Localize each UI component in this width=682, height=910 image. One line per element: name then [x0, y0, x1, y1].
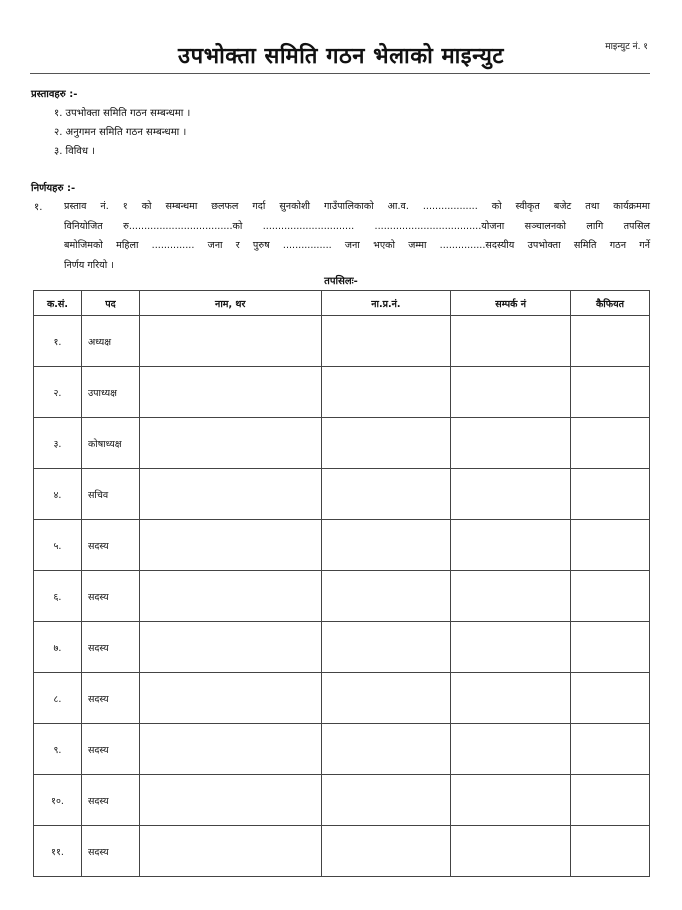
post-cell: सदस्य — [81, 622, 139, 673]
remarks-cell[interactable] — [571, 418, 650, 469]
name-cell[interactable] — [139, 469, 321, 520]
remarks-cell[interactable] — [571, 469, 650, 520]
decision-line: बमोजिमको महिला .............. जना र पुरुष ................ जना भएको जम्मा ...............सदस्यीय उपभोक्ता समिति गठन गर्ने — [64, 240, 650, 252]
citizenship-no-cell[interactable] — [321, 571, 451, 622]
citizenship-no-cell[interactable] — [321, 520, 451, 571]
committee-members-table — [33, 290, 650, 877]
serial-cell: ७. — [34, 622, 82, 673]
decisions-heading: निर्णयहरु :- — [31, 183, 76, 194]
serial-cell: ३. — [34, 418, 82, 469]
remarks-cell[interactable] — [571, 316, 650, 367]
citizenship-no-cell[interactable] — [321, 469, 451, 520]
post-cell: अध्यक्ष — [81, 316, 139, 367]
post-cell: कोषाध्यक्ष — [81, 418, 139, 469]
table-header-row — [34, 291, 650, 316]
post-cell: सदस्य — [81, 520, 139, 571]
contact-no-cell[interactable] — [451, 826, 571, 877]
decision-paragraph — [64, 197, 650, 275]
serial-cell: ११. — [34, 826, 82, 877]
name-cell[interactable] — [139, 571, 321, 622]
serial-cell: ५. — [34, 520, 82, 571]
post-cell: सदस्य — [81, 673, 139, 724]
contact-no-cell[interactable] — [451, 316, 571, 367]
citizenship-no-cell[interactable] — [321, 418, 451, 469]
citizenship-no-cell[interactable] — [321, 826, 451, 877]
page-title: उपभोक्ता समिति गठन भेलाको माइन्युट — [178, 44, 504, 69]
table-row — [34, 724, 650, 775]
contact-no-cell[interactable] — [451, 775, 571, 826]
proposal-item: ३. विविध । — [54, 146, 95, 157]
name-cell[interactable] — [139, 520, 321, 571]
remarks-cell[interactable] — [571, 826, 650, 877]
contact-no-cell[interactable] — [451, 571, 571, 622]
post-cell: सदस्य — [81, 775, 139, 826]
table-row — [34, 520, 650, 571]
post-cell: सदस्य — [81, 724, 139, 775]
post-cell: सदस्य — [81, 571, 139, 622]
table-row — [34, 826, 650, 877]
remarks-cell[interactable] — [571, 571, 650, 622]
table-row — [34, 622, 650, 673]
proposals-heading: प्रस्तावहरु :- — [31, 89, 78, 100]
remarks-cell[interactable] — [571, 724, 650, 775]
table-row — [34, 316, 650, 367]
citizenship-no-cell[interactable] — [321, 367, 451, 418]
table-row — [34, 673, 650, 724]
name-cell[interactable] — [139, 418, 321, 469]
contact-no-cell[interactable] — [451, 367, 571, 418]
contact-no-cell[interactable] — [451, 724, 571, 775]
remarks-cell[interactable] — [571, 520, 650, 571]
name-cell[interactable] — [139, 724, 321, 775]
name-cell[interactable] — [139, 826, 321, 877]
proposal-item: १. उपभोक्ता समिति गठन सम्बन्धमा । — [54, 108, 191, 119]
citizenship-no-cell[interactable] — [321, 316, 451, 367]
decision-line: प्रस्ताव नं. १ को सम्बन्धमा छलफल गर्दा सुनकोशी गाउँपालिकाको आ.व. .................. को स्वीकृत बजेट तथा कार्यक्रममा — [64, 201, 650, 212]
serial-cell: ४. — [34, 469, 82, 520]
table-row — [34, 469, 650, 520]
header-serial: क.सं. — [34, 291, 82, 316]
remarks-cell[interactable] — [571, 775, 650, 826]
contact-no-cell[interactable] — [451, 622, 571, 673]
header-contact-no: सम्पर्क नं — [451, 291, 571, 316]
contact-no-cell[interactable] — [451, 469, 571, 520]
name-cell[interactable] — [139, 316, 321, 367]
contact-no-cell[interactable] — [451, 520, 571, 571]
header-citizenship-no: ना.प्र.नं. — [321, 291, 451, 316]
citizenship-no-cell[interactable] — [321, 775, 451, 826]
citizenship-no-cell[interactable] — [321, 622, 451, 673]
serial-cell: १. — [34, 316, 82, 367]
citizenship-no-cell[interactable] — [321, 673, 451, 724]
name-cell[interactable] — [139, 673, 321, 724]
decision-line: निर्णय गरियो । — [64, 259, 114, 271]
decision-line: विनियोजित रु..................................को .............................. ...................................योजना सञ्चालनको लागि तपसिल — [64, 220, 650, 232]
serial-cell: ८. — [34, 673, 82, 724]
header-name: नाम, थर — [139, 291, 321, 316]
serial-cell: ६. — [34, 571, 82, 622]
table-row — [34, 775, 650, 826]
post-cell: सदस्य — [81, 826, 139, 877]
remarks-cell[interactable] — [571, 673, 650, 724]
name-cell[interactable] — [139, 775, 321, 826]
remarks-cell[interactable] — [571, 367, 650, 418]
name-cell[interactable] — [139, 367, 321, 418]
post-cell: उपाध्यक्ष — [81, 367, 139, 418]
citizenship-no-cell[interactable] — [321, 724, 451, 775]
table-row — [34, 418, 650, 469]
table-caption: तपसिलः- — [324, 276, 358, 287]
minute-number: माइन्युट नं. १ — [605, 42, 648, 52]
serial-cell: १०. — [34, 775, 82, 826]
header-remarks: कैफियत — [571, 291, 650, 316]
remarks-cell[interactable] — [571, 622, 650, 673]
serial-cell: ९. — [34, 724, 82, 775]
post-cell: सचिव — [81, 469, 139, 520]
table-row — [34, 571, 650, 622]
proposal-item: २. अनुगमन समिति गठन सम्बन्धमा । — [54, 127, 187, 138]
name-cell[interactable] — [139, 622, 321, 673]
contact-no-cell[interactable] — [451, 673, 571, 724]
header-post: पद — [81, 291, 139, 316]
table-row — [34, 367, 650, 418]
contact-no-cell[interactable] — [451, 418, 571, 469]
table-body — [34, 316, 650, 877]
decision-number: १. — [34, 202, 43, 213]
title-divider — [30, 73, 650, 74]
serial-cell: २. — [34, 367, 82, 418]
